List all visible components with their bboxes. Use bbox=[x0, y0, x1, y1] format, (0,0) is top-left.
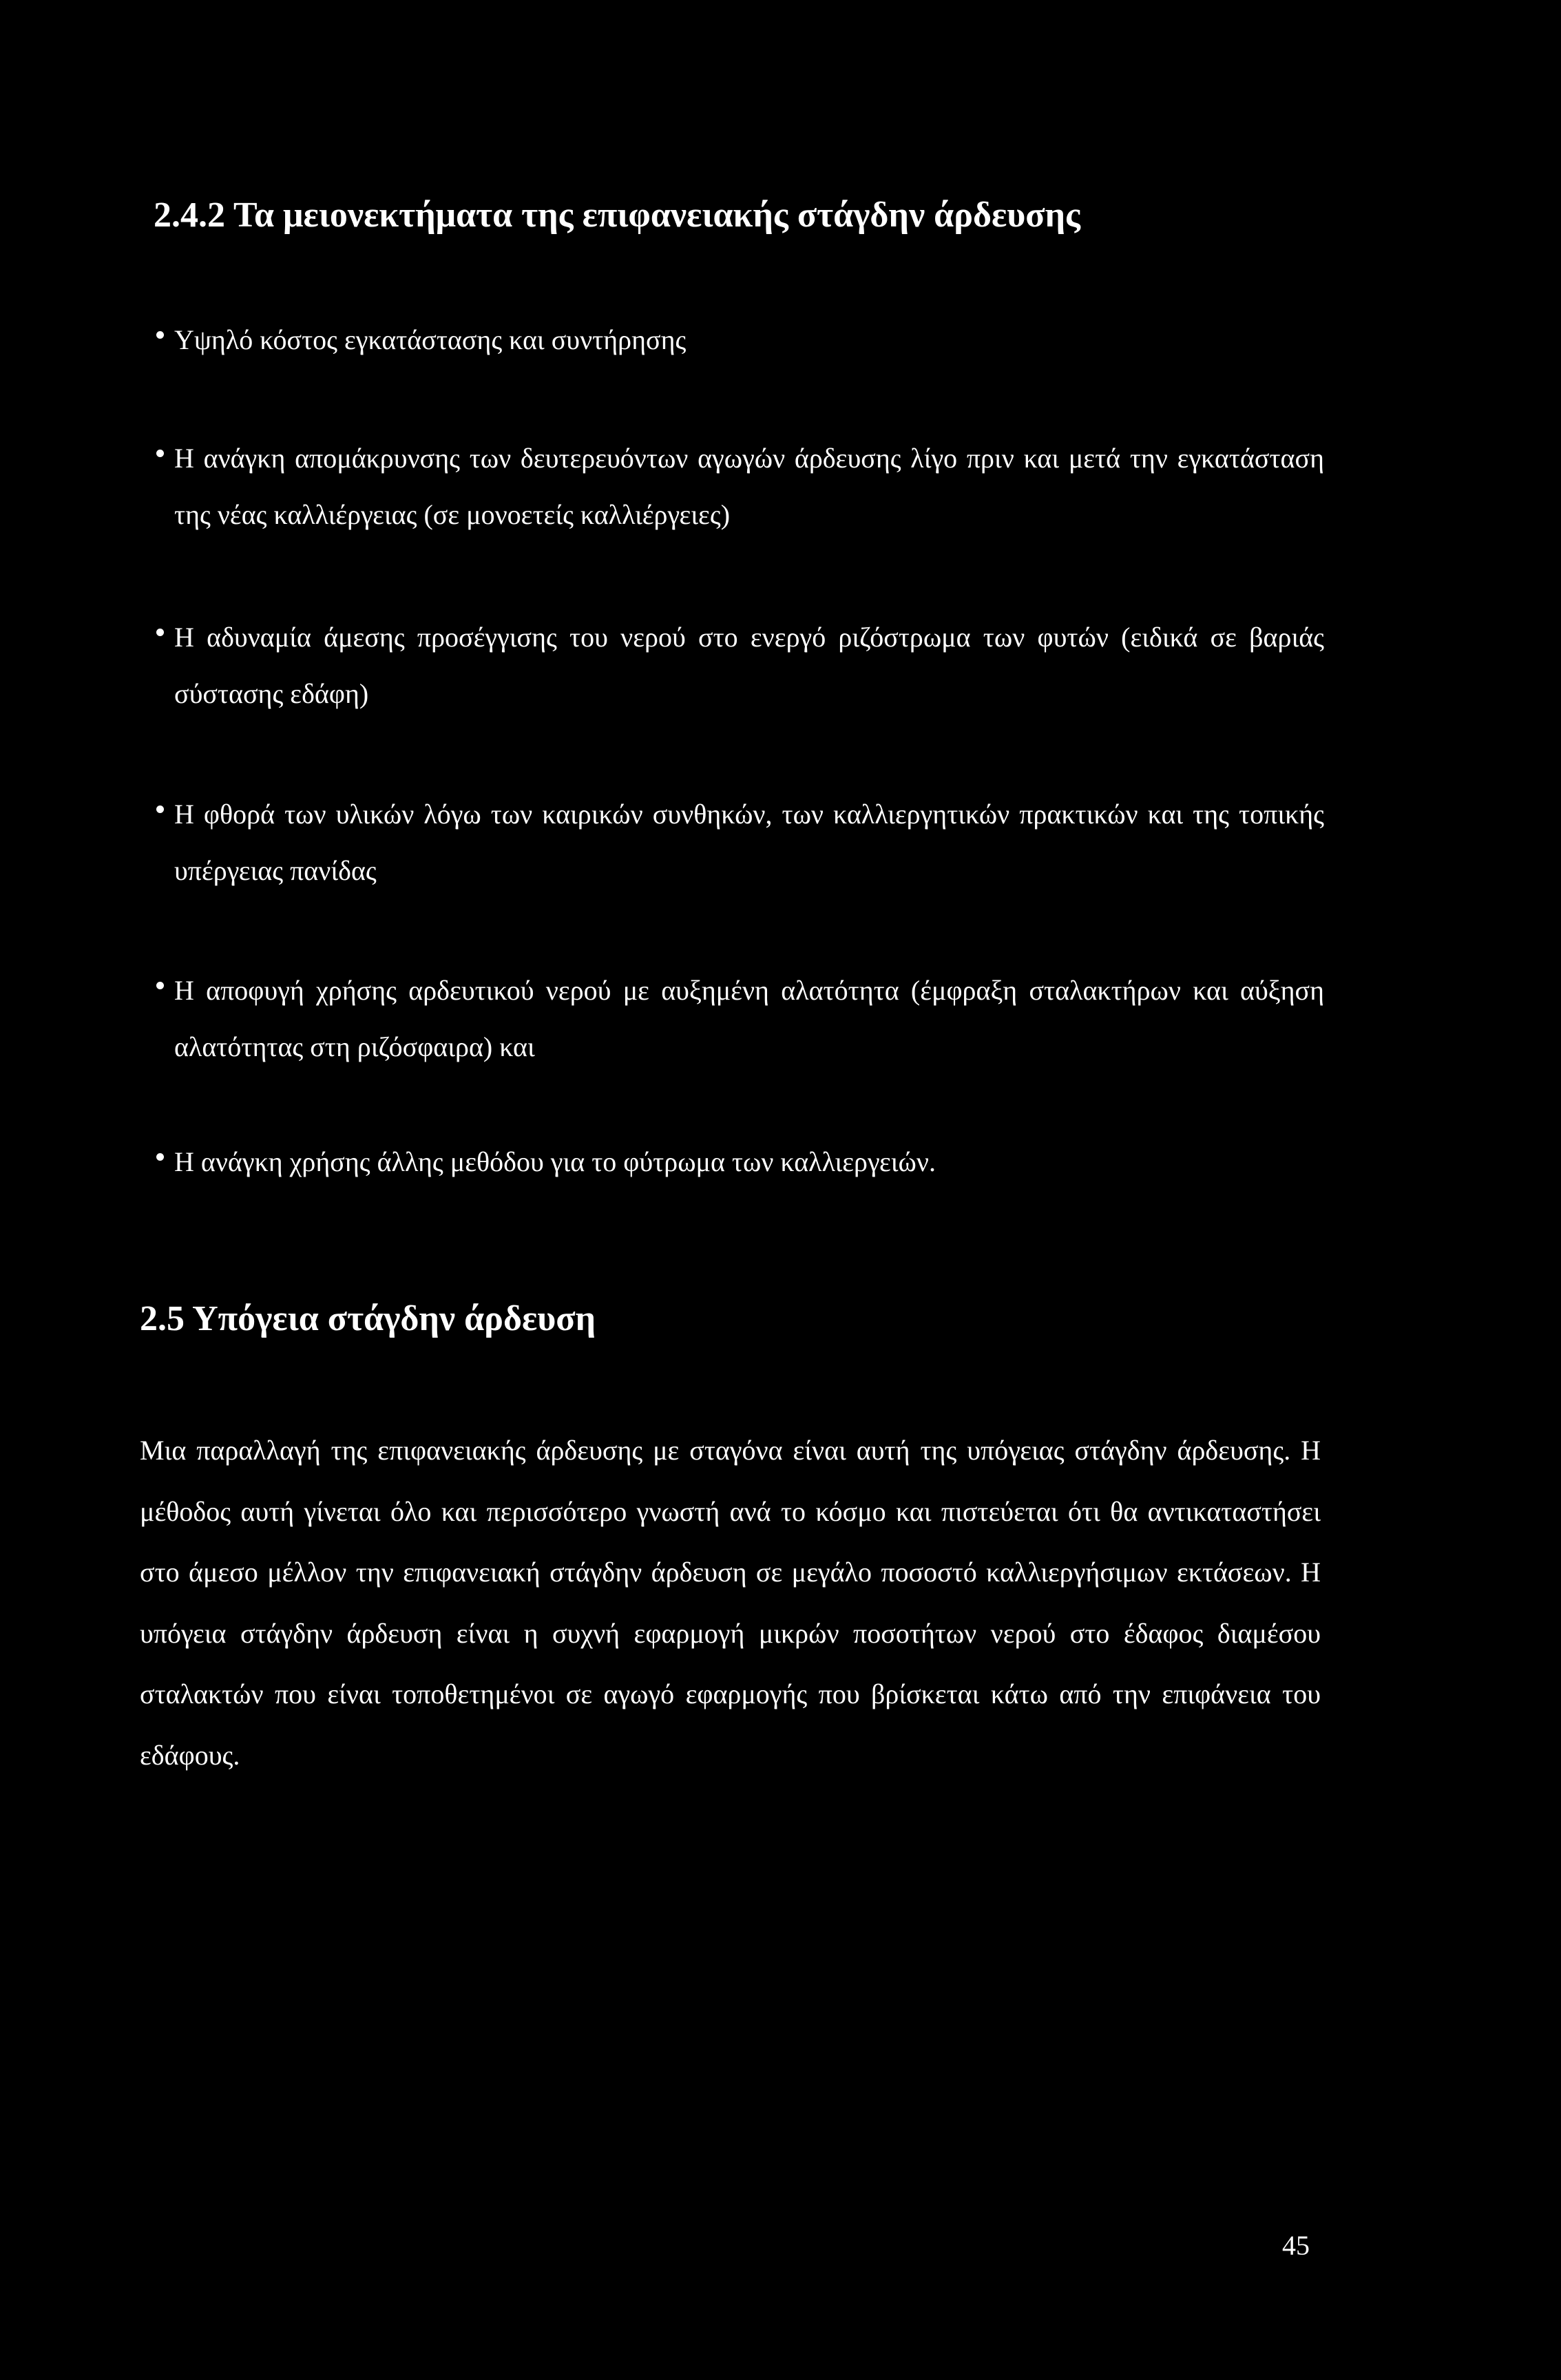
bullet-icon bbox=[156, 805, 164, 813]
list-item-text: Η αποφυγή χρήσης αρδευτικού νερού με αυξημένη αλατότητα (έμφραξη σταλακτήρων και αύξηση αλατότητας στη ριζόσφαιρα) και bbox=[174, 975, 1324, 1062]
bullet-icon bbox=[156, 982, 164, 989]
bullet-icon bbox=[156, 629, 164, 636]
page-number: 45 bbox=[1282, 2230, 1310, 2261]
section-heading-subsurface-drip-irrigation: 2.5 Υπόγεια στάγδην άρδευση bbox=[140, 1299, 596, 1338]
list-item bbox=[174, 430, 1324, 543]
list-item bbox=[174, 312, 1324, 368]
list-item-text: Υψηλό κόστος εγκατάστασης και συντήρησης bbox=[174, 324, 687, 355]
list-item bbox=[174, 786, 1324, 899]
list-item-text: Η ανάγκη χρήσης άλλης μεθόδου για το φύτρωμα των καλλιεργειών. bbox=[174, 1146, 936, 1177]
list-item-text: Η φθορά των υλικών λόγω των καιρικών συνθηκών, των καλλιεργητικών πρακτικών και της τοπικής υπέργειας πανίδας bbox=[174, 799, 1324, 886]
bullet-icon bbox=[156, 331, 164, 339]
bullet-icon bbox=[156, 450, 164, 457]
body-paragraph: Μια παραλλαγή της επιφανειακής άρδευσης με σταγόνα είναι αυτή της υπόγειας στάγδην άρδευσης. Η μέθοδος αυτή γίνεται όλο και περισσότερο γνωστή ανά το κόσμο και πιστεύεται ότι θα αντικαταστήσει στο άμεσο μέλλον την επιφανειακή στάγδην άρδευση σε μεγάλο ποσοστό καλλιεργήσιμων εκτάσεων. Η υπόγεια στάγδην άρδευση είναι η συχνή εφαρμογή μικρών ποσοτήτων νερού στο έδαφος διαμέσου σταλακτών που είναι τοποθετημένοι σε αγωγό εφαρμογής που βρίσκεται κάτω από την επιφάνεια του εδάφους. bbox=[140, 1435, 1321, 1771]
section-heading-drip-irrigation-disadvantages: 2.4.2 Τα μειονεκτήματα της επιφανειακής στάγδην άρδευσης bbox=[154, 196, 1080, 235]
list-item bbox=[174, 609, 1324, 722]
list-item bbox=[174, 962, 1324, 1075]
list-item-text: Η αδυναμία άμεσης προσέγγισης του νερού στο ενεργό ριζόστρωμα των φυτών (ειδικά σε βαριάς σύστασης εδάφη) bbox=[174, 622, 1324, 709]
list-item bbox=[174, 1134, 1324, 1190]
list-item-text: Η ανάγκη απομάκρυνσης των δευτερευόντων αγωγών άρδευσης λίγο πριν και μετά την εγκατάσταση της νέας καλλιέργειας (σε μονοετείς καλλιέργειες) bbox=[174, 443, 1324, 530]
bullet-icon bbox=[156, 1153, 164, 1161]
